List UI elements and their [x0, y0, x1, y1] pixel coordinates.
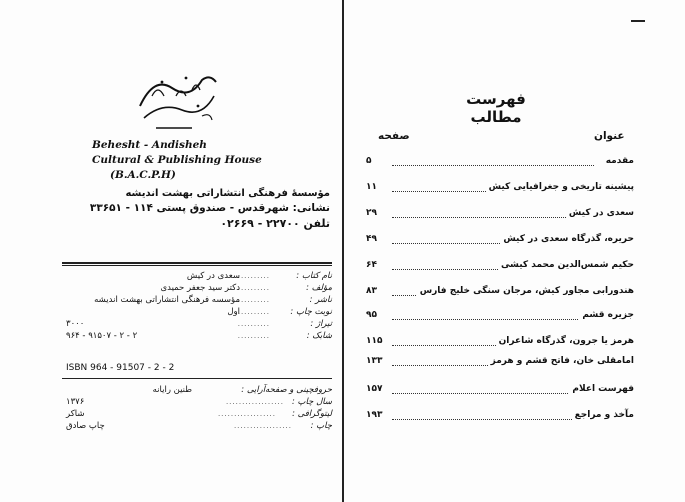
toc-entry[interactable]: مقدمه ۵	[366, 156, 634, 166]
publisher-name: مؤسسهٔ فرهنگی انتشاراتی بهشت اندیشه	[125, 188, 330, 199]
publisher-info	[30, 186, 330, 231]
colophon-row: چاپ : .................. چاپ صادق	[66, 421, 332, 431]
toc-entry[interactable]: پیشینه تاریخی و جغرافیایی کیش ۱۱	[366, 182, 634, 192]
toc-entry[interactable]: حریره، گذرگاه سعدی در کیش ۴۹	[366, 234, 634, 244]
publisher-en-line: Cultural & Publishing House	[92, 154, 262, 166]
divider	[62, 265, 332, 266]
isbn-number: ISBN 964 - 91507 - 2 - 2	[66, 363, 175, 373]
colophon-list	[66, 270, 332, 342]
toc-entry[interactable]: فهرست اعلام ۱۵۷	[366, 384, 634, 394]
toc-entry[interactable]: امامقلی خان، فاتح قشم و هرمز ۱۳۳	[366, 356, 634, 366]
colophon-row: مؤلف : .......... دکتر سید جعفر حمیدی	[160, 283, 332, 293]
toc-entry[interactable]: سعدی در کیش ۲۹	[366, 208, 634, 218]
publisher-calligraphy-logo	[132, 66, 222, 136]
toc-entry[interactable]: جزیره قشم ۹۵	[366, 310, 634, 320]
divider	[62, 262, 332, 264]
edge-mark	[631, 20, 645, 22]
colophon-row: لیتوگرافی : .................. شاکر	[66, 409, 332, 419]
colophon-row: شابک : .......... ۲ - ۲ - ۹۱۵۰۷ - ۹۶۴	[66, 331, 332, 341]
colophon-row: سال چاپ : .................. ۱۳۷۶	[66, 397, 332, 407]
toc-column-title: عنوان	[594, 130, 625, 142]
publisher-phone: تلفن ۲۲۷۰۰ - ۰۲۶۶۹	[220, 217, 330, 230]
toc-entry[interactable]: هندورابی مجاور کیش، مرجان سنگی خلیج فارس ۸۳	[366, 286, 634, 296]
toc-entry[interactable]: هرمز یا جرون، گذرگاه شاعران ۱۱۵	[366, 336, 634, 346]
toc-title: فهرست مطالب	[466, 90, 526, 126]
toc-entry[interactable]: حکیم شمس‌الدین محمد کیشی ۶۴	[366, 260, 634, 270]
divider	[62, 378, 332, 379]
publisher-english-name	[92, 138, 292, 183]
publisher-en-line: (B.A.C.P.H)	[110, 169, 176, 181]
publisher-en-line: Behesht - Andisheh	[92, 139, 207, 151]
colophon-row: نام کتاب : .......... سعدی در کیش	[186, 271, 332, 281]
colophon-row: تیراژ : .......... ۳۰۰۰	[66, 319, 332, 329]
toc-column-page: صفحه	[378, 130, 410, 142]
publisher-address: نشانی: شهرقدس - صندوق پستی ۱۱۴ - ۳۳۶۵۱	[89, 202, 330, 214]
table-of-contents-page	[344, 0, 685, 502]
toc-entry[interactable]: مآخذ و مراجع ۱۹۳	[366, 410, 634, 420]
colophon-row: ناشر : .......... مؤسسه فرهنگی انتشاراتی بهشت اندیشه	[94, 295, 332, 305]
colophon-list-production	[66, 384, 332, 432]
colophon-row: نوبت چاپ : .......... اول	[227, 307, 332, 317]
colophon-row: حروفچینی و صفحه‌آرایی : طنین رایانه	[152, 385, 332, 395]
